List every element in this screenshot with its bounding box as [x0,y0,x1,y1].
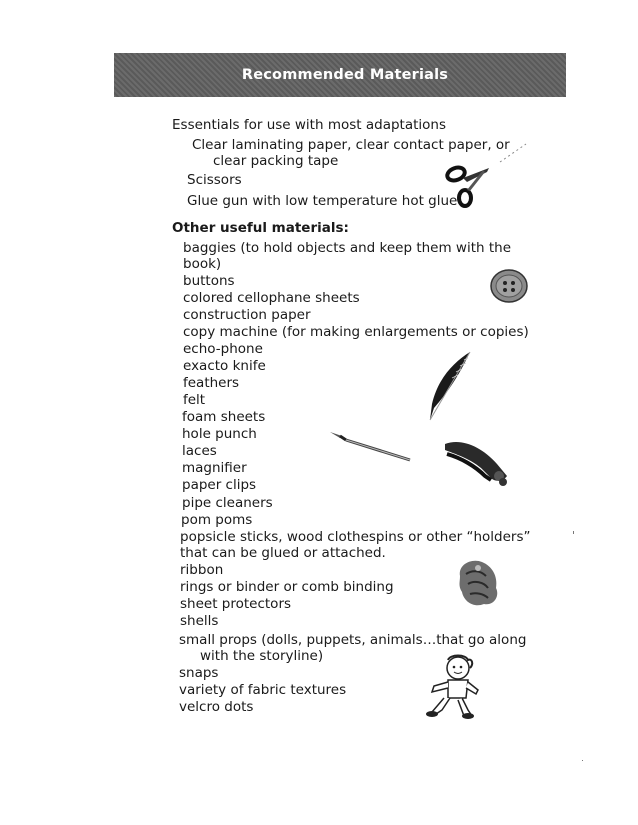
shell-icon [454,556,504,610]
essentials-item: Scissors [187,172,242,188]
feather-icon [424,348,476,424]
scissors-icon [443,160,493,210]
scissors-cut-line [498,142,528,164]
material-item: pipe cleaners [182,495,273,511]
section-heading: Other useful materials: [172,220,349,236]
page-title: Recommended Materials [241,67,449,83]
material-item: pom poms [181,512,253,528]
material-item: snaps [179,665,219,681]
material-item: felt [183,392,206,408]
material-item: with the storyline) [200,648,324,664]
material-item: buttons [183,273,235,289]
essentials-item: Clear laminating paper, clear contact paper, or [192,137,510,153]
scan-speck [582,760,583,761]
material-item: baggies (to hold objects and keep them with the [183,240,512,256]
material-item: variety of fabric textures [179,682,347,698]
hole-punch-icon [441,436,513,488]
material-item: copy machine (for making enlargements or copies) [183,324,529,340]
material-item: that can be glued or attached. [180,545,386,561]
material-item: hole punch [182,426,257,442]
essentials-item: clear packing tape [213,153,339,169]
material-item: colored cellophane sheets [183,290,360,306]
material-item: sheet protectors [180,596,292,612]
material-item: echo-phone [183,341,263,357]
material-item: paper clips [182,477,257,493]
material-item: small props (dolls, puppets, animals…that go along [179,632,527,648]
material-item: shells [180,613,219,629]
material-item: popsicle sticks, wood clothespins or other “holders” [180,529,531,545]
material-item: laces [182,443,217,459]
button-icon [489,268,529,304]
essentials-intro: Essentials for use with most adaptations [172,117,446,133]
material-item: book) [183,256,222,272]
material-item: foam sheets [182,409,266,425]
material-item: construction paper [183,307,311,323]
doll-icon [414,654,484,720]
material-item: feathers [183,375,240,391]
essentials-item: Glue gun with low temperature hot glue [187,193,458,209]
material-item: rings or binder or comb binding [180,579,394,595]
material-item: magnifier [182,460,247,476]
material-item: velcro dots [179,699,254,715]
material-item: exacto knife [183,358,266,374]
exacto-knife-icon [328,428,414,464]
scan-speck [573,531,574,534]
material-item: ribbon [180,562,224,578]
title-banner [114,53,566,97]
